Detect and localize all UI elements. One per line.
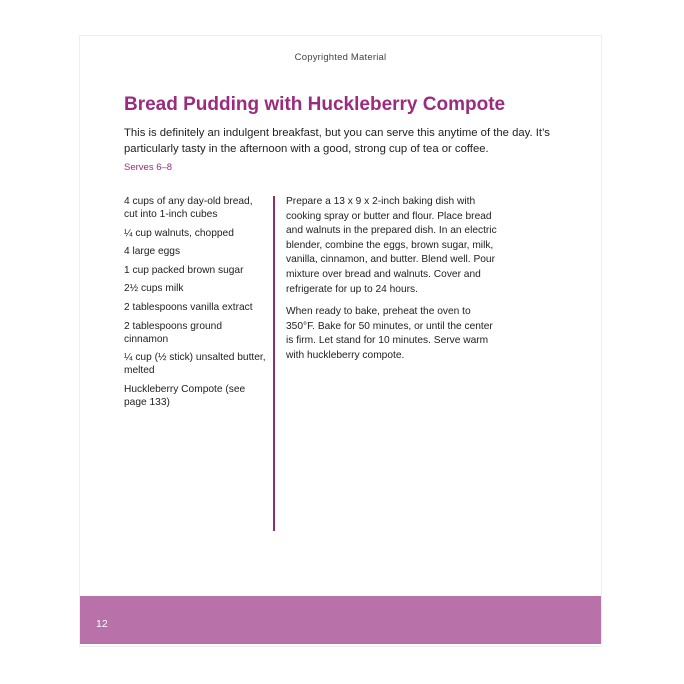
recipe-intro: This is definitely an indulgent breakfast, but you can serve this anytime of the day. It’s particularly tasty in the afternoon with a good, strong cup of tea or coffee. bbox=[124, 127, 550, 155]
ingredient-item: 1 cup packed brown sugar bbox=[124, 264, 244, 276]
ingredient-item: 2 tablespoons vanilla extract bbox=[124, 301, 253, 313]
recipe-title: Bread Pudding with Huckleberry Compote bbox=[124, 94, 506, 115]
ingredient-item: 2½ cups milk bbox=[124, 283, 184, 295]
method-instructions bbox=[286, 195, 502, 372]
serves-label: Serves 6–8 bbox=[124, 162, 173, 173]
ingredient-item: 4 cups of any day-old bread, cut into 1-inch cubes bbox=[124, 196, 253, 220]
column-divider bbox=[273, 196, 275, 531]
footer-band bbox=[80, 596, 601, 644]
copyright-notice: Copyrighted Material bbox=[294, 52, 387, 63]
method-paragraph: Prepare a 13 x 9 x 2-inch baking dish with cooking spray or butter and flour. Place bread and walnuts in the prepared dish. In an electric blender, combine the eggs, brown sugar, milk, vanilla, cinnamon, and butter. Blend well. Pour mixture over bread and walnuts. Cover and refrigerate for up to 24 hours. bbox=[286, 196, 497, 295]
ingredient-item: 4 large eggs bbox=[124, 246, 181, 258]
book-page bbox=[80, 36, 601, 646]
ingredient-item: Huckleberry Compote (see page 133) bbox=[124, 383, 246, 408]
page-number: 12 bbox=[96, 618, 108, 630]
method-paragraph: When ready to bake, preheat the oven to 350°F. Bake for 50 minutes, or until the center is firm. Let stand for 10 minutes. Serve warm with huckleberry compote. bbox=[286, 306, 493, 361]
ingredient-item: 2 tablespoons ground cinnamon bbox=[124, 320, 222, 345]
ingredient-item: ¼ cup walnuts, chopped bbox=[124, 227, 234, 239]
ingredient-item: ¼ cup (½ stick) unsalted butter, melted bbox=[124, 352, 266, 377]
ingredient-list bbox=[124, 195, 266, 414]
